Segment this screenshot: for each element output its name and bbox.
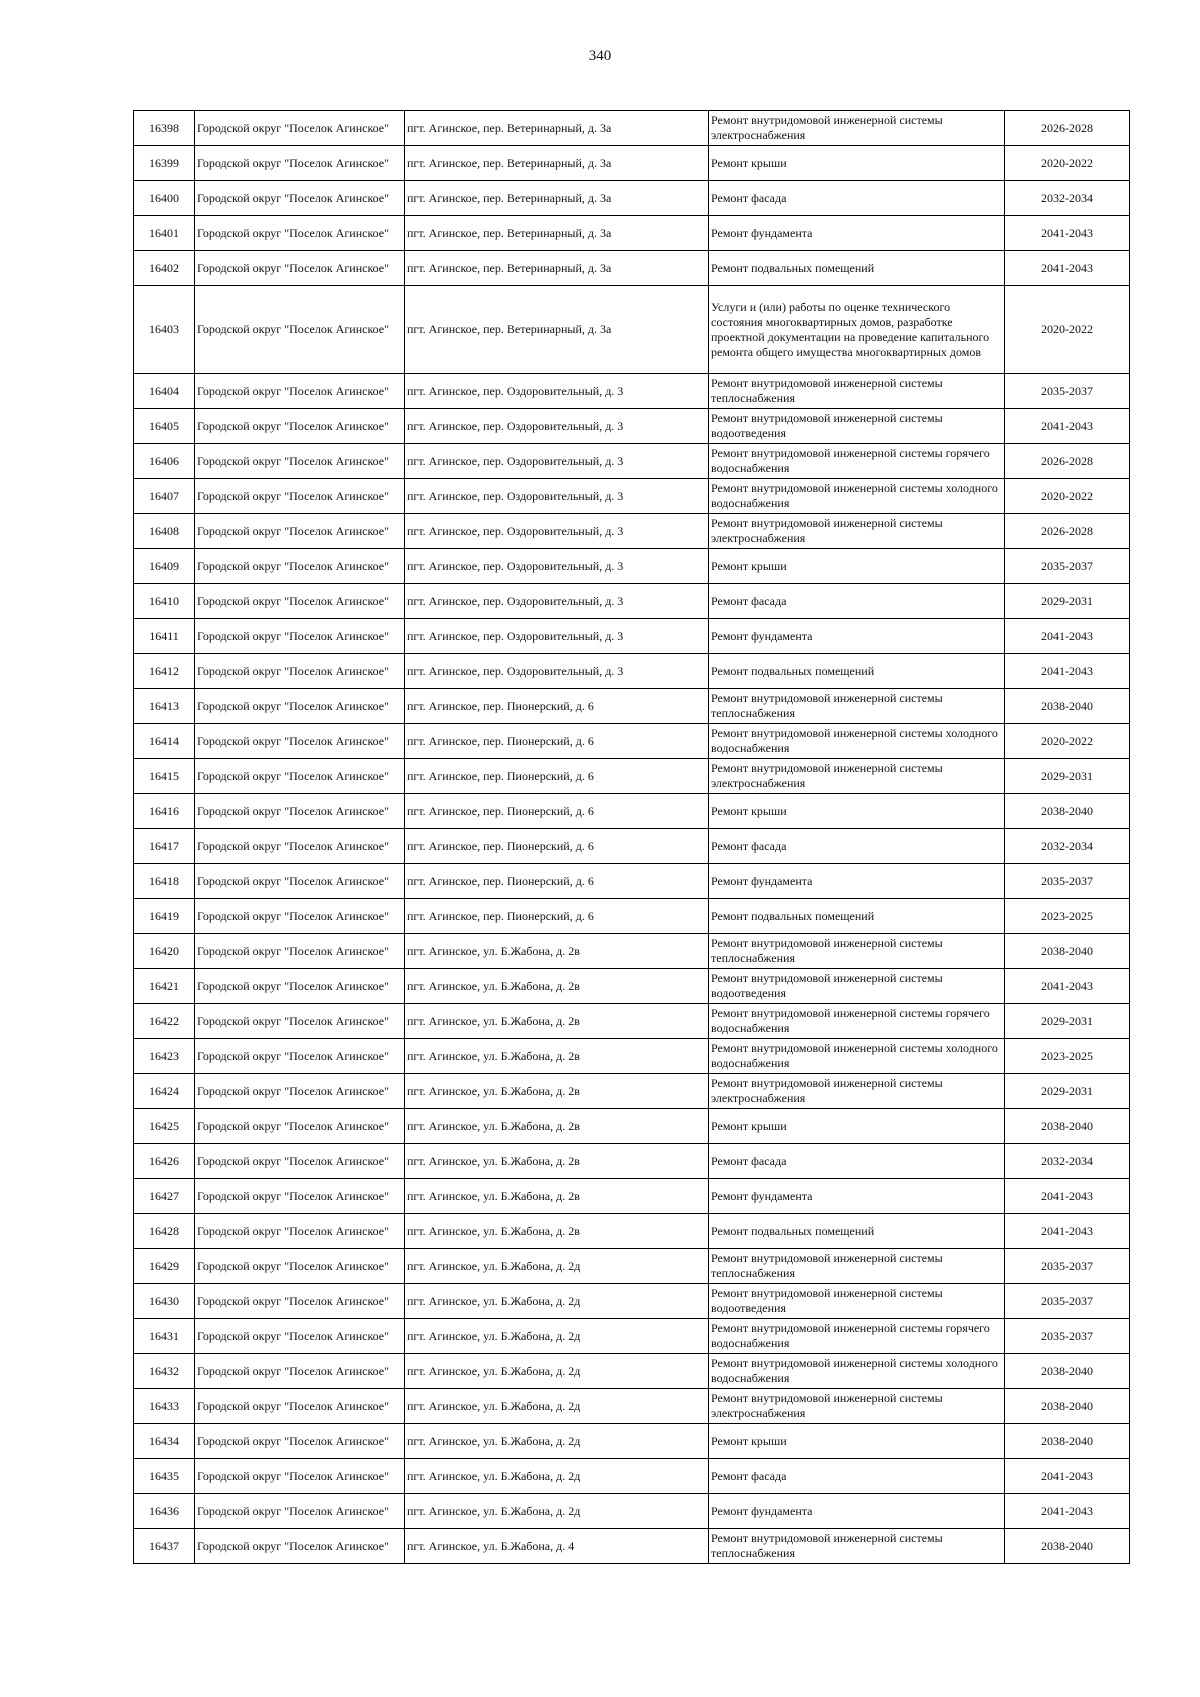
period-cell: 2026-2028 [1005,514,1130,549]
work-type-cell: Ремонт внутридомовой инженерной системы электроснабжения [709,1074,1005,1109]
table-row [134,216,1130,251]
table-row [134,1039,1130,1074]
work-type-cell: Ремонт подвальных помещений [709,899,1005,934]
table-row [134,899,1130,934]
address-cell: пгт. Агинское, ул. Б.Жабона, д. 2в [405,1179,709,1214]
row-number-cell: 16406 [134,444,195,479]
municipality-cell: Городской округ "Поселок Агинское" [195,146,405,181]
period-cell: 2023-2025 [1005,1039,1130,1074]
table-row [134,1109,1130,1144]
work-type-cell: Ремонт внутридомовой инженерной системы водоотведения [709,1284,1005,1319]
table-row [134,1424,1130,1459]
work-type-cell: Ремонт фасада [709,829,1005,864]
row-number-cell: 16420 [134,934,195,969]
work-type-cell: Услуги и (или) работы по оценке технического состояния многоквартирных домов, разработке проектной документации на проведение капитального ремонта общего имущества многоквартирных домов [709,286,1005,374]
row-number-cell: 16435 [134,1459,195,1494]
municipality-cell: Городской округ "Поселок Агинское" [195,1249,405,1284]
work-type-cell: Ремонт фундамента [709,1179,1005,1214]
table-row [134,1249,1130,1284]
row-number-cell: 16424 [134,1074,195,1109]
table-row [134,1284,1130,1319]
row-number-cell: 16437 [134,1529,195,1564]
table-row [134,181,1130,216]
address-cell: пгт. Агинское, пер. Оздоровительный, д. 3 [405,479,709,514]
period-cell: 2038-2040 [1005,794,1130,829]
row-number-cell: 16425 [134,1109,195,1144]
municipality-cell: Городской округ "Поселок Агинское" [195,584,405,619]
municipality-cell: Городской округ "Поселок Агинское" [195,1459,405,1494]
table-row [134,759,1130,794]
work-type-cell: Ремонт внутридомовой инженерной системы теплоснабжения [709,934,1005,969]
municipality-cell: Городской округ "Поселок Агинское" [195,549,405,584]
period-cell: 2038-2040 [1005,1354,1130,1389]
row-number-cell: 16431 [134,1319,195,1354]
table-row [134,654,1130,689]
address-cell: пгт. Агинское, пер. Пионерский, д. 6 [405,689,709,724]
municipality-cell: Городской округ "Поселок Агинское" [195,479,405,514]
row-number-cell: 16436 [134,1494,195,1529]
period-cell: 2020-2022 [1005,724,1130,759]
address-cell: пгт. Агинское, пер. Пионерский, д. 6 [405,794,709,829]
work-type-cell: Ремонт фундамента [709,619,1005,654]
period-cell: 2035-2037 [1005,864,1130,899]
work-type-cell: Ремонт фундамента [709,864,1005,899]
work-type-cell: Ремонт внутридомовой инженерной системы водоотведения [709,409,1005,444]
period-cell: 2041-2043 [1005,251,1130,286]
table-row [134,514,1130,549]
work-type-cell: Ремонт фасада [709,1144,1005,1179]
address-cell: пгт. Агинское, ул. Б.Жабона, д. 2д [405,1459,709,1494]
address-cell: пгт. Агинское, пер. Ветеринарный, д. 3а [405,251,709,286]
row-number-cell: 16423 [134,1039,195,1074]
municipality-cell: Городской округ "Поселок Агинское" [195,899,405,934]
row-number-cell: 16401 [134,216,195,251]
row-number-cell: 16434 [134,1424,195,1459]
work-type-cell: Ремонт крыши [709,146,1005,181]
table-row [134,1494,1130,1529]
address-cell: пгт. Агинское, ул. Б.Жабона, д. 4 [405,1529,709,1564]
municipality-cell: Городской округ "Поселок Агинское" [195,1039,405,1074]
table-row [134,374,1130,409]
row-number-cell: 16433 [134,1389,195,1424]
municipality-cell: Городской округ "Поселок Агинское" [195,1004,405,1039]
work-type-cell: Ремонт внутридомовой инженерной системы теплоснабжения [709,1529,1005,1564]
address-cell: пгт. Агинское, пер. Ветеринарный, д. 3а [405,111,709,146]
row-number-cell: 16402 [134,251,195,286]
municipality-cell: Городской округ "Поселок Агинское" [195,654,405,689]
address-cell: пгт. Агинское, ул. Б.Жабона, д. 2в [405,1214,709,1249]
address-cell: пгт. Агинское, ул. Б.Жабона, д. 2д [405,1249,709,1284]
period-cell: 2035-2037 [1005,549,1130,584]
municipality-cell: Городской округ "Поселок Агинское" [195,1354,405,1389]
address-cell: пгт. Агинское, пер. Оздоровительный, д. 3 [405,549,709,584]
municipality-cell: Городской округ "Поселок Агинское" [195,111,405,146]
work-type-cell: Ремонт внутридомовой инженерной системы горячего водоснабжения [709,1004,1005,1039]
table-row [134,864,1130,899]
period-cell: 2041-2043 [1005,1179,1130,1214]
address-cell: пгт. Агинское, пер. Оздоровительный, д. 3 [405,374,709,409]
work-type-cell: Ремонт внутридомовой инженерной системы электроснабжения [709,759,1005,794]
work-type-cell: Ремонт фасада [709,584,1005,619]
table-row [134,584,1130,619]
period-cell: 2041-2043 [1005,1459,1130,1494]
municipality-cell: Городской округ "Поселок Агинское" [195,1179,405,1214]
period-cell: 2029-2031 [1005,759,1130,794]
table-row [134,1074,1130,1109]
table-row [134,479,1130,514]
table-row [134,111,1130,146]
municipality-cell: Городской округ "Поселок Агинское" [195,286,405,374]
work-type-cell: Ремонт внутридомовой инженерной системы холодного водоснабжения [709,1039,1005,1074]
period-cell: 2041-2043 [1005,1494,1130,1529]
address-cell: пгт. Агинское, ул. Б.Жабона, д. 2в [405,1004,709,1039]
period-cell: 2035-2037 [1005,1249,1130,1284]
address-cell: пгт. Агинское, пер. Ветеринарный, д. 3а [405,146,709,181]
municipality-cell: Городской округ "Поселок Агинское" [195,1284,405,1319]
work-type-cell: Ремонт крыши [709,794,1005,829]
period-cell: 2041-2043 [1005,969,1130,1004]
row-number-cell: 16413 [134,689,195,724]
work-type-cell: Ремонт крыши [709,1109,1005,1144]
address-cell: пгт. Агинское, ул. Б.Жабона, д. 2в [405,1039,709,1074]
table-row [134,934,1130,969]
period-cell: 2026-2028 [1005,111,1130,146]
table-row [134,1459,1130,1494]
municipality-cell: Городской округ "Поселок Агинское" [195,724,405,759]
work-type-cell: Ремонт фасада [709,181,1005,216]
address-cell: пгт. Агинское, ул. Б.Жабона, д. 2д [405,1494,709,1529]
address-cell: пгт. Агинское, пер. Оздоровительный, д. 3 [405,654,709,689]
period-cell: 2041-2043 [1005,409,1130,444]
row-number-cell: 16426 [134,1144,195,1179]
period-cell: 2020-2022 [1005,146,1130,181]
address-cell: пгт. Агинское, ул. Б.Жабона, д. 2в [405,934,709,969]
municipality-cell: Городской округ "Поселок Агинское" [195,619,405,654]
row-number-cell: 16428 [134,1214,195,1249]
period-cell: 2020-2022 [1005,479,1130,514]
municipality-cell: Городской округ "Поселок Агинское" [195,1494,405,1529]
period-cell: 2041-2043 [1005,216,1130,251]
period-cell: 2020-2022 [1005,286,1130,374]
work-type-cell: Ремонт внутридомовой инженерной системы электроснабжения [709,514,1005,549]
period-cell: 2032-2034 [1005,1144,1130,1179]
address-cell: пгт. Агинское, пер. Оздоровительный, д. 3 [405,444,709,479]
table-row [134,409,1130,444]
work-type-cell: Ремонт внутридомовой инженерной системы электроснабжения [709,1389,1005,1424]
address-cell: пгт. Агинское, ул. Б.Жабона, д. 2д [405,1389,709,1424]
municipality-cell: Городской округ "Поселок Агинское" [195,1214,405,1249]
table-row [134,1389,1130,1424]
table-row [134,1529,1130,1564]
work-type-cell: Ремонт внутридомовой инженерной системы горячего водоснабжения [709,1319,1005,1354]
table-row [134,619,1130,654]
row-number-cell: 16430 [134,1284,195,1319]
municipality-cell: Городской округ "Поселок Агинское" [195,216,405,251]
table-row [134,444,1130,479]
table-row [134,1144,1130,1179]
address-cell: пгт. Агинское, ул. Б.Жабона, д. 2в [405,969,709,1004]
address-cell: пгт. Агинское, пер. Оздоровительный, д. 3 [405,619,709,654]
period-cell: 2038-2040 [1005,1529,1130,1564]
address-cell: пгт. Агинское, ул. Б.Жабона, д. 2д [405,1319,709,1354]
row-number-cell: 16398 [134,111,195,146]
row-number-cell: 16408 [134,514,195,549]
row-number-cell: 16415 [134,759,195,794]
period-cell: 2035-2037 [1005,374,1130,409]
municipality-cell: Городской округ "Поселок Агинское" [195,251,405,286]
table-row [134,1354,1130,1389]
row-number-cell: 16427 [134,1179,195,1214]
address-cell: пгт. Агинское, пер. Ветеринарный, д. 3а [405,286,709,374]
row-number-cell: 16411 [134,619,195,654]
row-number-cell: 16400 [134,181,195,216]
municipality-cell: Городской округ "Поселок Агинское" [195,689,405,724]
address-cell: пгт. Агинское, ул. Б.Жабона, д. 2в [405,1074,709,1109]
table-body [134,111,1130,1564]
table-row [134,146,1130,181]
address-cell: пгт. Агинское, пер. Пионерский, д. 6 [405,864,709,899]
row-number-cell: 16399 [134,146,195,181]
municipality-cell: Городской округ "Поселок Агинское" [195,794,405,829]
period-cell: 2038-2040 [1005,689,1130,724]
table-row [134,286,1130,374]
table-row [134,1004,1130,1039]
period-cell: 2035-2037 [1005,1284,1130,1319]
period-cell: 2035-2037 [1005,1319,1130,1354]
row-number-cell: 16416 [134,794,195,829]
period-cell: 2038-2040 [1005,1389,1130,1424]
address-cell: пгт. Агинское, ул. Б.Жабона, д. 2д [405,1424,709,1459]
work-type-cell: Ремонт внутридомовой инженерной системы холодного водоснабжения [709,724,1005,759]
municipality-cell: Городской округ "Поселок Агинское" [195,969,405,1004]
address-cell: пгт. Агинское, пер. Оздоровительный, д. 3 [405,584,709,619]
municipality-cell: Городской округ "Поселок Агинское" [195,864,405,899]
period-cell: 2029-2031 [1005,584,1130,619]
period-cell: 2038-2040 [1005,934,1130,969]
municipality-cell: Городской округ "Поселок Агинское" [195,934,405,969]
address-cell: пгт. Агинское, пер. Пионерский, д. 6 [405,724,709,759]
row-number-cell: 16418 [134,864,195,899]
table-row [134,1319,1130,1354]
row-number-cell: 16432 [134,1354,195,1389]
row-number-cell: 16429 [134,1249,195,1284]
row-number-cell: 16417 [134,829,195,864]
row-number-cell: 16410 [134,584,195,619]
work-type-cell: Ремонт фасада [709,1459,1005,1494]
period-cell: 2026-2028 [1005,444,1130,479]
municipality-cell: Городской округ "Поселок Агинское" [195,374,405,409]
address-cell: пгт. Агинское, пер. Ветеринарный, д. 3а [405,216,709,251]
period-cell: 2038-2040 [1005,1109,1130,1144]
work-type-cell: Ремонт внутридомовой инженерной системы теплоснабжения [709,1249,1005,1284]
row-number-cell: 16412 [134,654,195,689]
period-cell: 2023-2025 [1005,899,1130,934]
address-cell: пгт. Агинское, пер. Оздоровительный, д. 3 [405,409,709,444]
repair-schedule-table [133,110,1130,1564]
row-number-cell: 16403 [134,286,195,374]
period-cell: 2032-2034 [1005,829,1130,864]
address-cell: пгт. Агинское, пер. Оздоровительный, д. 3 [405,514,709,549]
table-row [134,689,1130,724]
table-row [134,794,1130,829]
address-cell: пгт. Агинское, ул. Б.Жабона, д. 2д [405,1354,709,1389]
table-row [134,251,1130,286]
row-number-cell: 16404 [134,374,195,409]
municipality-cell: Городской округ "Поселок Агинское" [195,1424,405,1459]
work-type-cell: Ремонт крыши [709,1424,1005,1459]
period-cell: 2041-2043 [1005,619,1130,654]
work-type-cell: Ремонт фундамента [709,1494,1005,1529]
municipality-cell: Городской округ "Поселок Агинское" [195,1389,405,1424]
period-cell: 2029-2031 [1005,1004,1130,1039]
row-number-cell: 16414 [134,724,195,759]
row-number-cell: 16405 [134,409,195,444]
municipality-cell: Городской округ "Поселок Агинское" [195,444,405,479]
address-cell: пгт. Агинское, ул. Б.Жабона, д. 2в [405,1144,709,1179]
address-cell: пгт. Агинское, ул. Б.Жабона, д. 2в [405,1109,709,1144]
municipality-cell: Городской округ "Поселок Агинское" [195,409,405,444]
address-cell: пгт. Агинское, пер. Ветеринарный, д. 3а [405,181,709,216]
municipality-cell: Городской округ "Поселок Агинское" [195,1319,405,1354]
period-cell: 2038-2040 [1005,1424,1130,1459]
work-type-cell: Ремонт фундамента [709,216,1005,251]
work-type-cell: Ремонт внутридомовой инженерной системы электроснабжения [709,111,1005,146]
municipality-cell: Городской округ "Поселок Агинское" [195,829,405,864]
address-cell: пгт. Агинское, пер. Пионерский, д. 6 [405,829,709,864]
row-number-cell: 16409 [134,549,195,584]
work-type-cell: Ремонт подвальных помещений [709,654,1005,689]
table-row [134,969,1130,1004]
address-cell: пгт. Агинское, пер. Пионерский, д. 6 [405,899,709,934]
table-row [134,724,1130,759]
period-cell: 2032-2034 [1005,181,1130,216]
work-type-cell: Ремонт внутридомовой инженерной системы холодного водоснабжения [709,479,1005,514]
municipality-cell: Городской округ "Поселок Агинское" [195,181,405,216]
work-type-cell: Ремонт внутридомовой инженерной системы водоотведения [709,969,1005,1004]
row-number-cell: 16407 [134,479,195,514]
municipality-cell: Городской округ "Поселок Агинское" [195,1144,405,1179]
table-row [134,549,1130,584]
work-type-cell: Ремонт внутридомовой инженерной системы теплоснабжения [709,689,1005,724]
table-row [134,829,1130,864]
municipality-cell: Городской округ "Поселок Агинское" [195,1074,405,1109]
period-cell: 2041-2043 [1005,1214,1130,1249]
municipality-cell: Городской округ "Поселок Агинское" [195,759,405,794]
work-type-cell: Ремонт внутридомовой инженерной системы холодного водоснабжения [709,1354,1005,1389]
work-type-cell: Ремонт внутридомовой инженерной системы горячего водоснабжения [709,444,1005,479]
period-cell: 2029-2031 [1005,1074,1130,1109]
table-row [134,1214,1130,1249]
period-cell: 2041-2043 [1005,654,1130,689]
work-type-cell: Ремонт внутридомовой инженерной системы теплоснабжения [709,374,1005,409]
table-row [134,1179,1130,1214]
municipality-cell: Городской округ "Поселок Агинское" [195,1109,405,1144]
address-cell: пгт. Агинское, ул. Б.Жабона, д. 2д [405,1284,709,1319]
municipality-cell: Городской округ "Поселок Агинское" [195,1529,405,1564]
work-type-cell: Ремонт подвальных помещений [709,1214,1005,1249]
municipality-cell: Городской округ "Поселок Агинское" [195,514,405,549]
row-number-cell: 16422 [134,1004,195,1039]
row-number-cell: 16421 [134,969,195,1004]
page-number: 340 [588,48,612,64]
address-cell: пгт. Агинское, пер. Пионерский, д. 6 [405,759,709,794]
work-type-cell: Ремонт подвальных помещений [709,251,1005,286]
work-type-cell: Ремонт крыши [709,549,1005,584]
row-number-cell: 16419 [134,899,195,934]
